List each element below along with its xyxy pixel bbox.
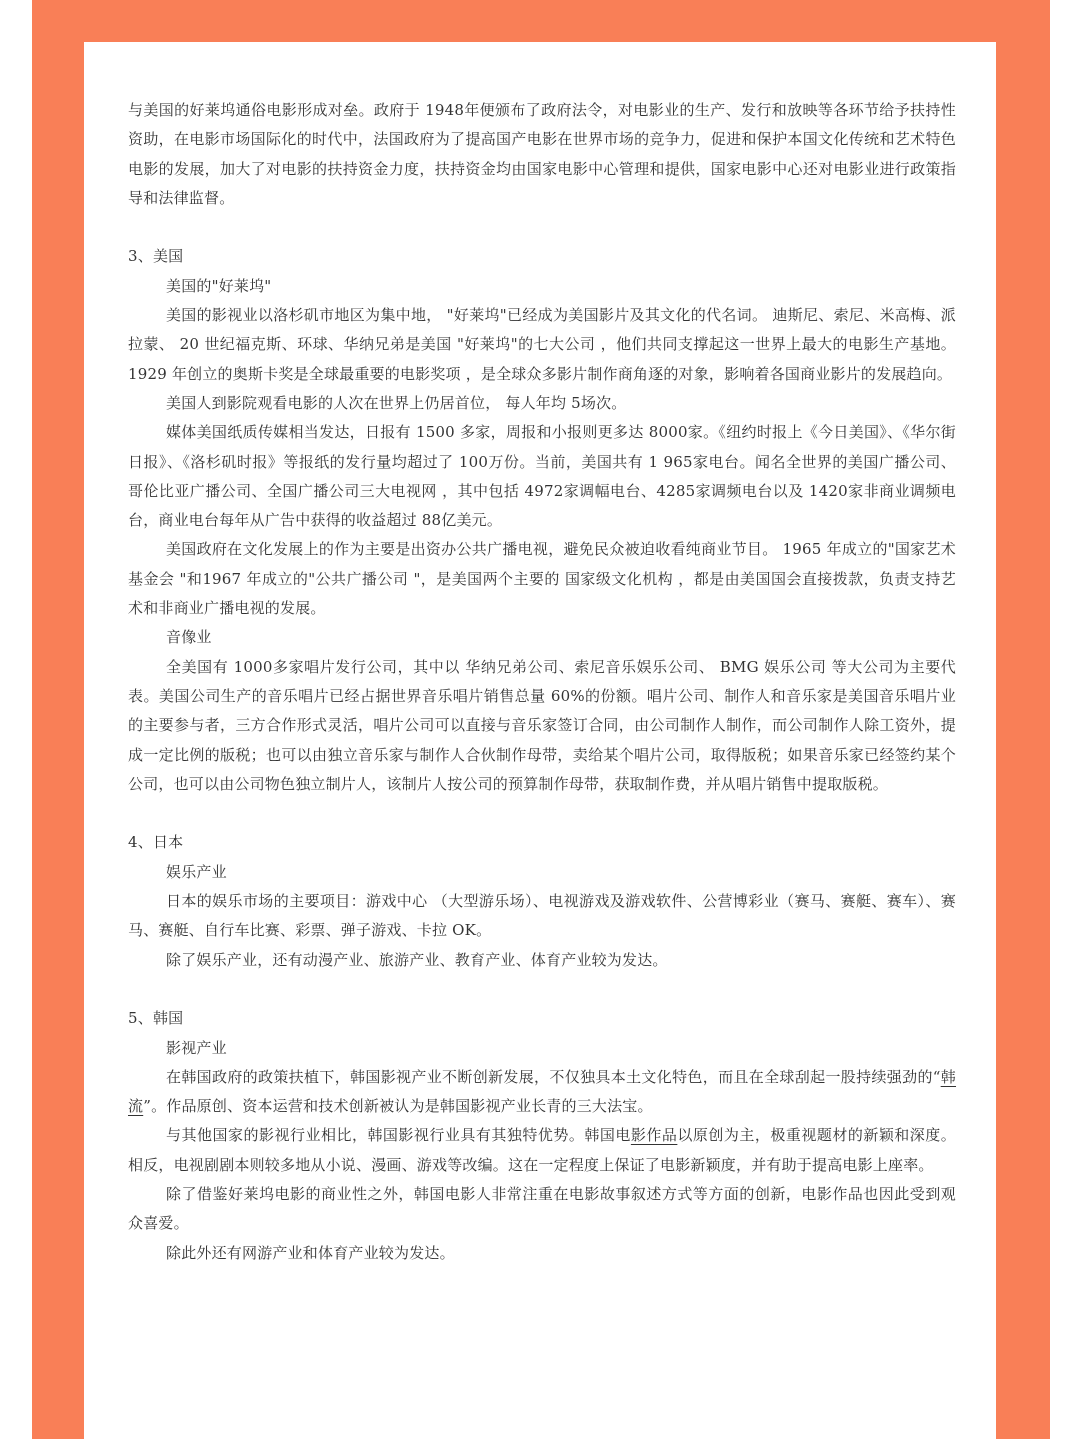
document-body	[128, 96, 956, 1268]
section-gap	[128, 213, 956, 242]
section-gap	[128, 799, 956, 828]
section-gap	[128, 975, 956, 1004]
paragraph-korea-advantage: 与其他国家的影视行业相比，韩国影视行业具有其独特优势。韩国电影作品以原创为主，极重视题材的新颖和深度。相反，电视剧剧本则较多地从小说、漫画、游戏等改编。这在一定程度上保证了电影新颖度，并有助于提高电影上座率。	[128, 1126, 956, 1174]
paragraph-usa-audio: 全美国有 1000多家唱片发行公司，其中以 华纳兄弟公司、索尼音乐娱乐公司、 BMG 娱乐公司 等大公司为主要代表。美国公司生产的音乐唱片已经占据世界音乐唱片销售总量 60%的份额。唱片公司、制作人和音乐家是美国音乐唱片业的主要参与者，三方合作形式灵活，唱片公司可以直接与音乐家签订合同，由公司制作人制作，而公司制作人除工资外，提成一定比例的版税；也可以由独立音乐家与制作人合伙制作母带，卖给某个唱片公司，取得版税；如果音乐家已经签约某个公司，也可以由公司物色独立制片人，该制片人按公司的预算制作母带，获取制作费，并从唱片销售中提取版税。	[128, 657, 956, 793]
underlined-film-works: 影作品	[630, 1126, 678, 1145]
paragraph-japan-entertainment: 日本的娱乐市场的主要项目：游戏中心 （大型游乐场）、电视游戏及游戏软件、公营博彩业（赛马、赛艇、赛车）、赛马、赛艇、自行车比赛、彩票、弹子游戏、卡拉 OK。	[128, 892, 956, 940]
underlined-korean-wave: 韩流	[128, 1067, 957, 1116]
intro-paragraph: 与美国的好莱坞通俗电影形成对垒。政府于 1948年便颁布了政府法令，对电影业的生产、发行和放映等各环节给予扶持性资助，在电影市场国际化的时代中，法国政府为了提高国产电影在世界市场的竞争力，促进和保护本国文化传统和艺术特色电影的发展，加大了对电影的扶持资金力度，扶持资金均由国家电影中心管理和提供，国家电影中心还对电影业进行政策指导和法律监督。	[128, 101, 956, 207]
subheading-entertainment: 娱乐产业	[166, 862, 227, 881]
paragraph-usa-media: 媒体美国纸质传媒相当发达，日报有 1500 多家，周报和小报则更多达 8000家。《纽约时报上《今日美国》、《华尔街日报》、《洛杉矶时报》等报纸的发行量均超过了 100万份。当前，美国共有 1 965家电台。闻名全世界的美国广播公司、 哥伦比亚广播公司、全国广播公司三大电视网 ，其中包括 4972家调幅电台、4285家调频电台以及 1420家非商业调频电台，商业电台每年从广告中获得的收益超过 88亿美元。	[128, 423, 956, 530]
subheading-hollywood: 美国的"好莱坞"	[166, 276, 272, 295]
paragraph-korea-other: 除此外还有网游产业和体育产业较为发达。	[166, 1243, 455, 1262]
subheading-film-tv: 影视产业	[166, 1038, 227, 1057]
paragraph-hollywood-studios: 美国的影视业以洛杉矶市地区为集中地， "好莱坞"已经成为美国影片及其文化的代名词。 迪斯尼、索尼、米高梅、派拉蒙、 20 世纪福克斯、环球、华纳兄弟是美国 "好莱坞"的七大公司 ，他们共同支撑起这一世界上最大的电影生产基地。 1929 年创立的奥斯卡奖是全球最重要的电影奖项 ，是全球众多影片制作商角逐的对象，影响着各国商业影片的发展趋向。	[128, 306, 956, 383]
paragraph-cinema-attendance: 美国人到影院观看电影的人次在世界上仍居首位， 每人年均 5场次。	[166, 393, 627, 412]
paragraph-korea-innovation: 除了借鉴好莱坞电影的商业性之外，韩国电影人非常注重在电影故事叙述方式等方面的创新，电影作品也因此受到观众喜爱。	[128, 1184, 956, 1233]
section-heading-japan: 4、日本	[128, 833, 184, 852]
subheading-audio: 音像业	[166, 628, 212, 647]
paragraph-japan-other: 除了娱乐产业，还有动漫产业、旅游产业、教育产业、体育产业较为发达。	[166, 950, 668, 969]
paragraph-korea-policy: 在韩国政府的政策扶植下，韩国影视产业不断创新发展，不仅独具本土文化特色，而且在全球刮起一股持续强劲的“韩流”。作品原创、资本运营和技术创新被认为是韩国影视产业长青的三大法宝。	[128, 1067, 957, 1116]
section-heading-usa: 3、美国	[128, 247, 184, 266]
section-heading-korea: 5、韩国	[128, 1009, 184, 1028]
paragraph-usa-government: 美国政府在文化发展上的作为主要是出资办公共广播电视，避免民众被迫收看纯商业节目。 1965 年成立的"国家艺术基金会 "和1967 年成立的"公共广播公司 "，是美国两个主要的 国家级文化机构 ，都是由美国国会直接拨款，负责支持艺术和非商业广播电视的发展。	[128, 540, 956, 618]
